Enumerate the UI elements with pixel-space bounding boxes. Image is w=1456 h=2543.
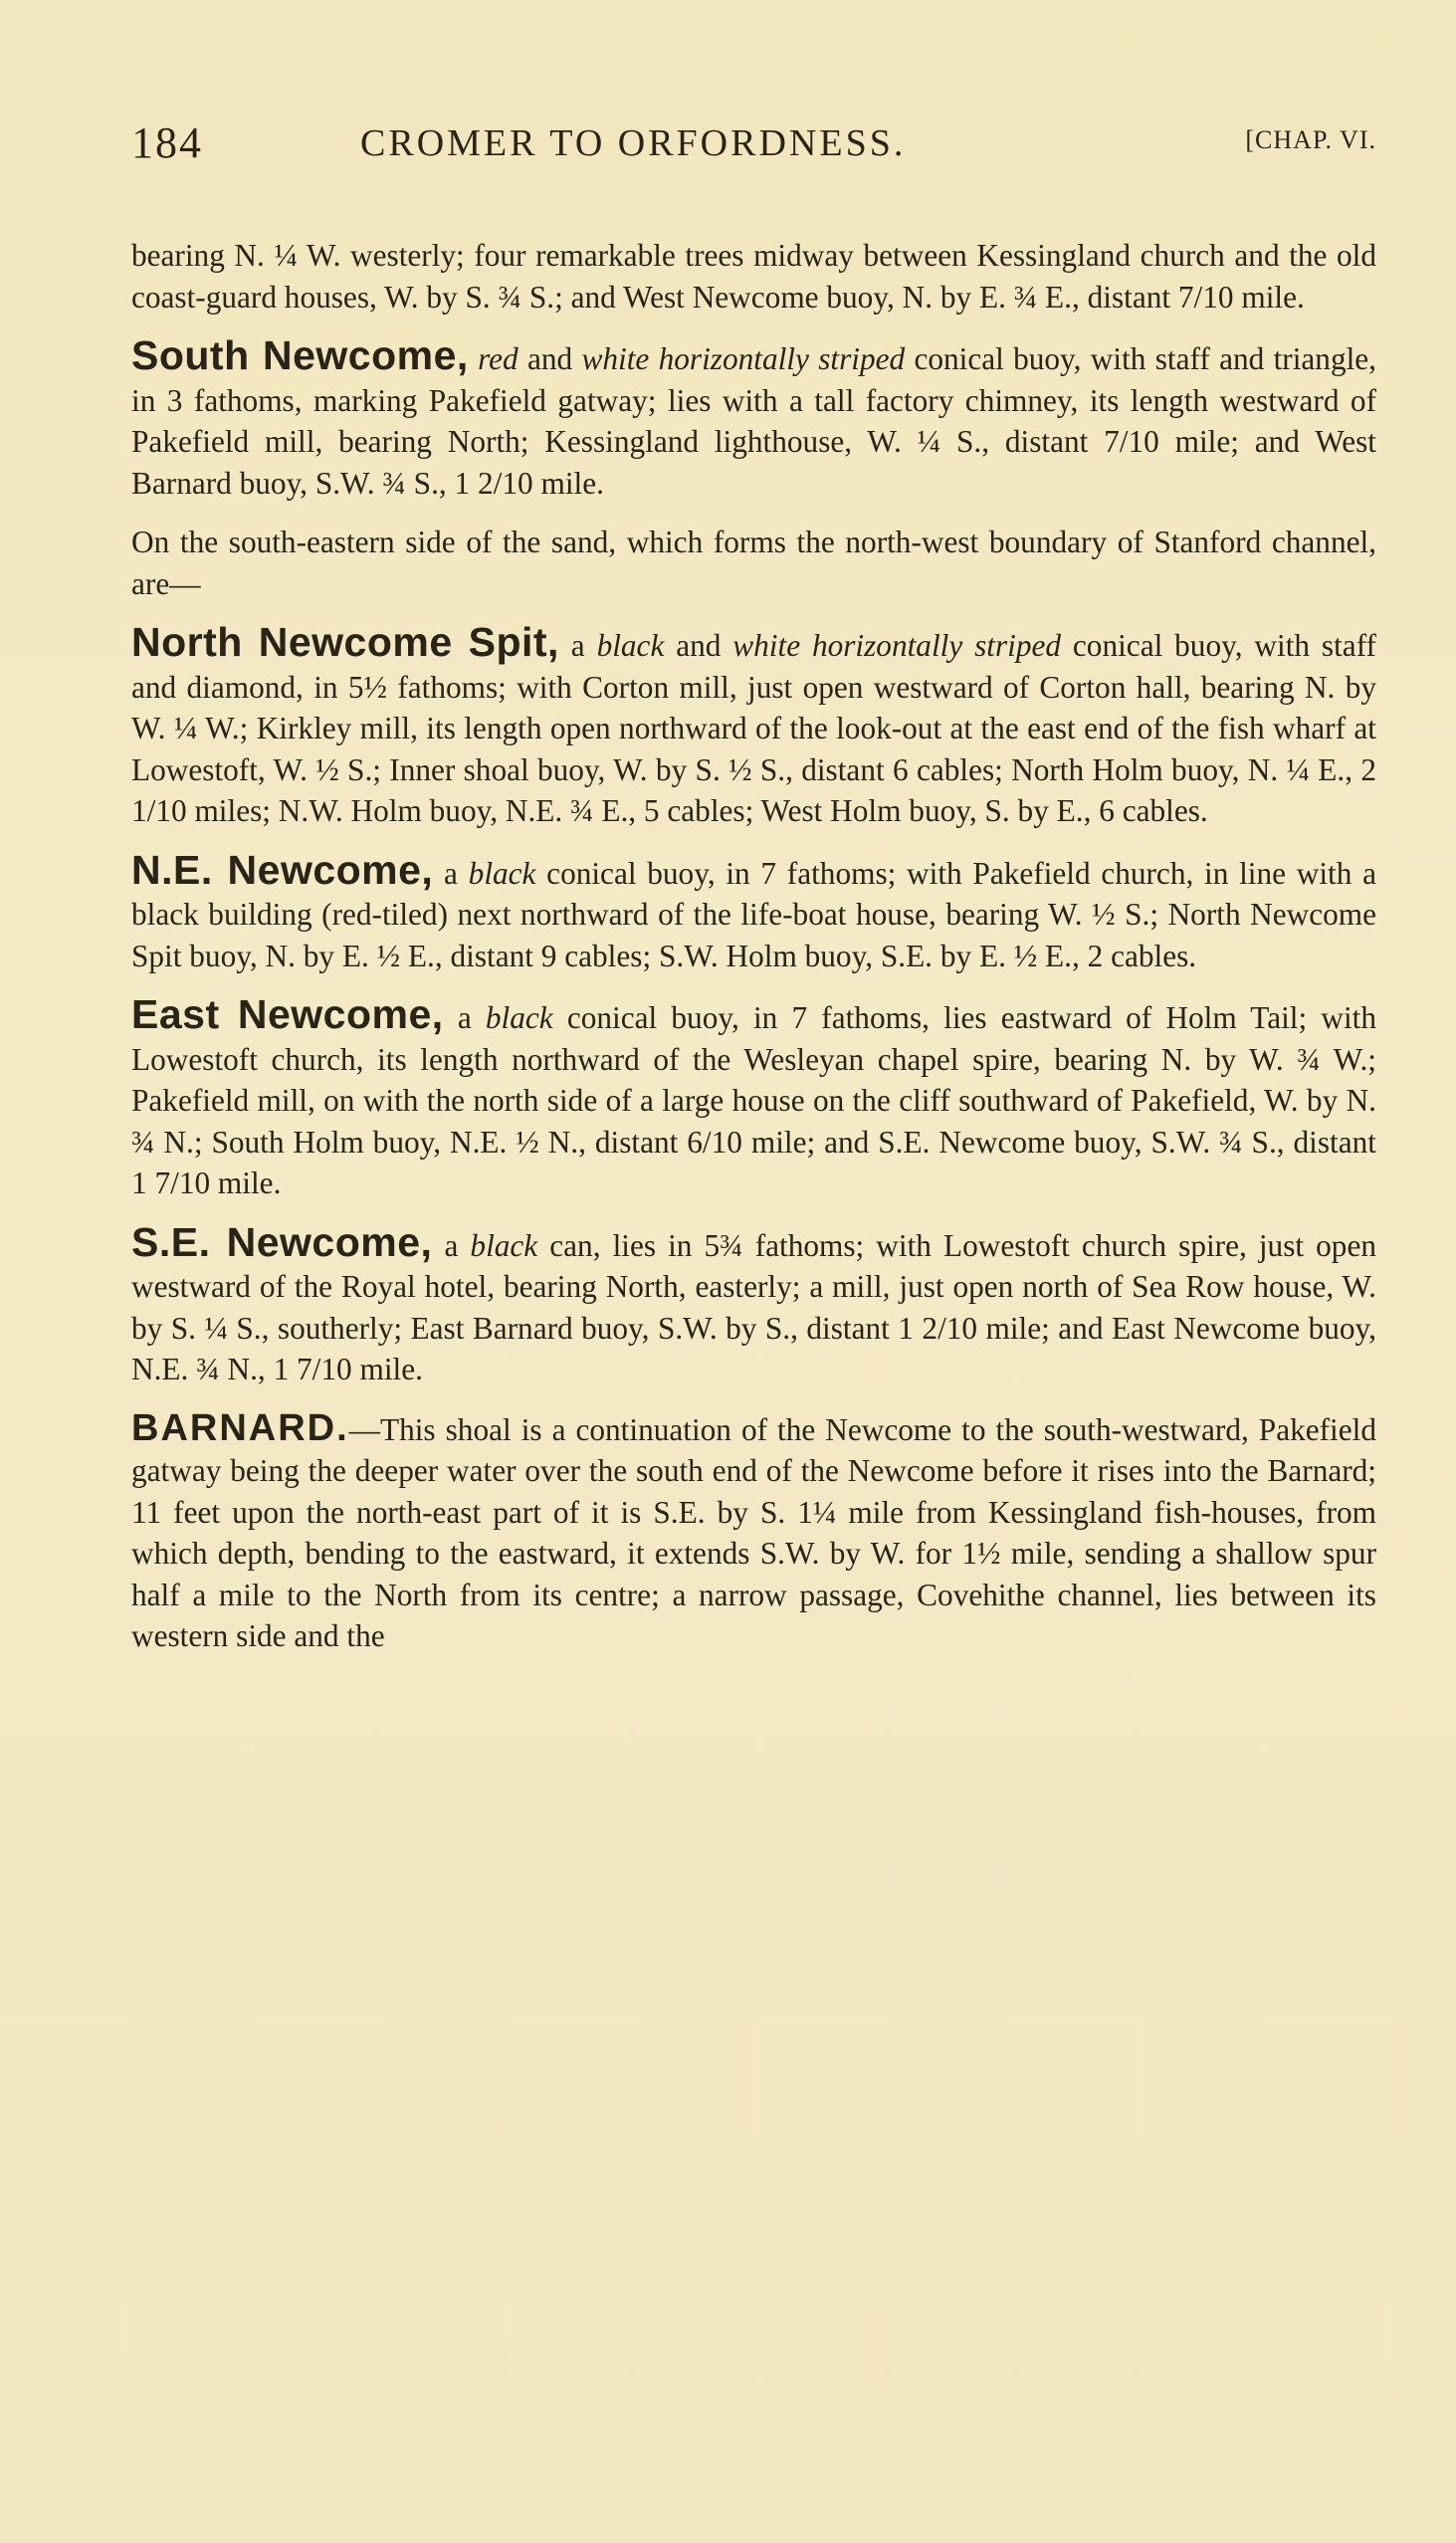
entry-colour: black	[470, 1227, 538, 1263]
paragraph-text: On the south-eastern side of the sand, which forms the north-west boundary of Stanford channel, are—	[131, 525, 1376, 601]
entry-colour: white horizontally striped	[581, 341, 906, 376]
entry-colour: black	[468, 855, 536, 891]
entry-connector: a	[433, 855, 469, 891]
entry-text: conical buoy, in 7 fathoms; with Pakefield church, in line with a black building (red-tiled) next northward of the life-boat house, bearing W. ½ S.; North Newcome Spit buoy, N. by E. ½ E., distant 9 cables; S.W. Holm buoy, S.E. by E. ½ E., 2 cables.	[131, 855, 1376, 973]
paragraph-stanford	[131, 522, 1376, 604]
entry-colour: white horizontally striped	[732, 628, 1062, 663]
entry-heading: N.E. Newcome,	[131, 846, 434, 893]
entry-ne-newcome	[131, 846, 1376, 977]
entry-heading: North Newcome Spit,	[131, 619, 559, 665]
entry-barnard	[131, 1408, 1376, 1657]
entry-heading: East Newcome,	[131, 991, 444, 1037]
entry-connector: a	[443, 1000, 486, 1035]
entry-connector: and	[664, 628, 733, 663]
entry-colour: red	[468, 341, 519, 376]
entry-text: conical buoy, with staff and triangle, in 3 fathoms, marking Pakefield gatway; lies with a tall factory chimney, its length westward of Pakefield mill, bearing North; Kessingland lighthouse, W. ¼ S., distant 7/10 mile; and West Barnard buoy, S.W. ¾ S., 1 2/10 mile.	[131, 341, 1377, 501]
entry-text: conical buoy, with staff and diamond, in 5½ fathoms; with Corton mill, just open westward of Corton hall, bearing N. by W. ¼ W.; Kirkley mill, its length open northward of the look-out at the east end of the fish wharf at Lowestoft, W. ½ S.; Inner shoal buoy, W. by S. ½ S., distant 6 cables; North Holm buoy, N. ¼ E., 2 1/10 miles; N.W. Holm buoy, N.E. ¾ E., 5 cables; West Holm buoy, S. by E., 6 cables.	[131, 628, 1376, 828]
paragraph-continuation	[131, 235, 1376, 318]
entry-heading: S.E. Newcome,	[131, 1218, 433, 1265]
entry-text: conical buoy, in 7 fathoms, lies eastward of Holm Tail; with Lowestoft church, its length northward of the Wesleyan chapel spire, bearing N. by W. ¾ W.; Pakefield mill, on with the north side of a large house on the cliff southward of Pakefield, W. by N. ¾ N.; South Holm buoy, N.E. ½ N., distant 6/10 mile; and S.E. Newcome buoy, S.W. ¾ S., distant 1 7/10 mile.	[131, 1000, 1377, 1200]
entry-heading: South Newcome,	[131, 332, 469, 378]
entry-text: —This shoal is a continuation of the Newcome to the south-westward, Pakefield gatway being the deeper water over the south end of the Newcome before it rises into the Barnard; 11 feet upon the north-east part of it is S.E. by S. 1¼ mile from Kessingland fish-houses, from which depth, bending to the eastward, it extends S.W. by W. for 1½ mile, sending a shallow spur half a mile to the North from its centre; a narrow passage, Covehithe channel, lies between its western side and the	[131, 1411, 1376, 1653]
entry-connector: and	[518, 341, 582, 376]
entry-text: can, lies in 5¾ fathoms; with Lowestoft church spire, just open westward of the Royal hotel, bearing North, easterly; a mill, just open north of Sea Row house, W. by S. ¼ S., southerly; East Barnard buoy, S.W. by S., distant 1 2/10 mile; and East Newcome buoy, N.E. ¾ N., 1 7/10 mile.	[131, 1227, 1376, 1386]
entry-colour: black	[596, 628, 665, 663]
running-title: CROMER TO ORFORDNESS.	[360, 122, 907, 164]
entry-connector: a	[558, 628, 597, 663]
entry-connector: a	[432, 1227, 471, 1263]
page-body	[131, 235, 1376, 1657]
entry-se-newcome	[131, 1218, 1376, 1390]
page-number: 184	[131, 118, 203, 167]
entry-heading: BARNARD.	[131, 1406, 349, 1449]
chapter-label: [CHAP. VI.	[1245, 125, 1376, 154]
entry-south-newcome	[131, 332, 1377, 504]
entry-north-newcome-spit	[131, 619, 1376, 832]
running-header	[131, 117, 1376, 181]
paragraph-text: bearing N. ¼ W. westerly; four remarkable trees midway between Kessingland church and the old coast-guard houses, W. by S. ¾ S.; and West Newcome buoy, N. by E. ¾ E., distant 7/10 mile.	[131, 238, 1376, 315]
entry-colour: black	[485, 1000, 553, 1035]
entry-east-newcome	[131, 991, 1377, 1204]
